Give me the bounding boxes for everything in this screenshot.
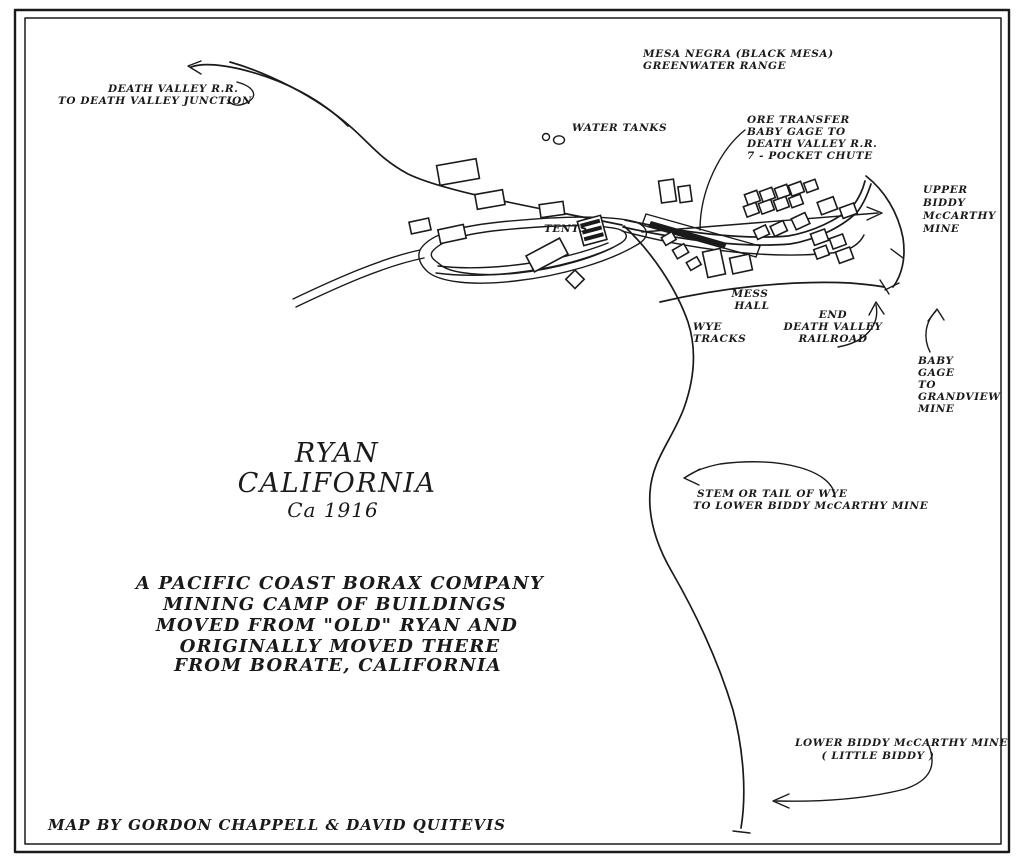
stem-wye-arrowhead-icon bbox=[684, 469, 700, 485]
label-mess-hall-1: MESS bbox=[731, 288, 769, 300]
label-end-dvrr-3: RAILROAD bbox=[798, 333, 868, 345]
label-upper-biddy-1: UPPER bbox=[923, 184, 968, 196]
map-border-outer bbox=[15, 10, 1009, 852]
label-mesa-1: MESA NEGRA (BLACK MESA) bbox=[643, 48, 834, 60]
right-curve-tick bbox=[891, 249, 903, 258]
label-end-dvrr-1: END bbox=[818, 309, 848, 321]
label-upper-biddy-3: McCARTHY bbox=[923, 210, 997, 222]
map-title-line3: Ca 1916 bbox=[287, 498, 379, 522]
water-tank-icon-large bbox=[554, 136, 565, 144]
label-lower-biddy-2: ( LITTLE BIDDY ) bbox=[821, 750, 935, 762]
label-lower-biddy-1: LOWER BIDDY McCARTHY MINE bbox=[795, 737, 1008, 749]
wye-stem-track bbox=[624, 226, 747, 828]
label-ore-1: ORE TRANSFER bbox=[747, 114, 850, 126]
label-baby-gage-5: MINE bbox=[918, 403, 955, 415]
end-dvrr-track bbox=[660, 282, 884, 302]
label-baby-gage-3: TO bbox=[918, 379, 937, 391]
road-sw-inner bbox=[296, 258, 424, 307]
title-block bbox=[238, 438, 437, 522]
label-stem-wye-2: TO LOWER BIDDY McCARTHY MINE bbox=[693, 500, 929, 512]
description-block bbox=[134, 573, 545, 676]
label-upper-biddy-2: BIDDY bbox=[923, 197, 966, 209]
label-wye-tracks-2: TRACKS bbox=[693, 333, 747, 345]
water-tank-icon-small bbox=[543, 134, 550, 141]
label-tents: TENTS bbox=[544, 223, 588, 235]
label-ore-2: BABY GAGE TO bbox=[747, 126, 846, 138]
label-stem-wye-1: STEM OR TAIL OF WYE bbox=[697, 488, 848, 500]
description-line-3: MOVED FROM "OLD" RYAN AND bbox=[155, 615, 519, 636]
dv-junction-arrowhead-icon bbox=[188, 61, 201, 74]
label-mesa-2: GREENWATER RANGE bbox=[643, 60, 787, 72]
map-title-line2: CALIFORNIA bbox=[237, 468, 437, 499]
label-dvrr-1: DEATH VALLEY R.R. bbox=[108, 83, 239, 95]
label-mess-hall-2: HALL bbox=[734, 300, 770, 312]
label-end-dvrr-2: DEATH VALLEY bbox=[783, 321, 883, 333]
road-sw-outer bbox=[293, 250, 420, 299]
wye-stem-end-tick bbox=[733, 831, 750, 833]
label-water-tanks: WATER TANKS bbox=[572, 122, 668, 134]
right-curve-track bbox=[866, 176, 904, 287]
label-upper-biddy-4: MINE bbox=[923, 223, 960, 235]
description-line-5: FROM BORATE, CALIFORNIA bbox=[174, 655, 502, 676]
camp-buildings bbox=[409, 159, 857, 289]
loop-siding-a bbox=[438, 243, 608, 268]
label-baby-gage-1: BABY bbox=[918, 355, 954, 367]
label-wye-tracks-1: WYE bbox=[693, 321, 723, 333]
label-ore-3: DEATH VALLEY R.R. bbox=[747, 138, 878, 150]
label-ore-4: 7 - POCKET CHUTE bbox=[747, 150, 873, 162]
description-line-2: MINING CAMP OF BUILDINGS bbox=[163, 594, 507, 615]
label-baby-gage-2: GAGE bbox=[918, 367, 955, 379]
ore-transfer-leader bbox=[700, 130, 745, 230]
label-dvrr-2: TO DEATH VALLEY JUNCTION bbox=[58, 95, 253, 107]
map-title-line1: RYAN bbox=[294, 438, 380, 469]
description-line-1: A PACIFIC COAST BORAX COMPANY bbox=[135, 573, 545, 594]
description-line-4: ORIGINALLY MOVED THERE bbox=[179, 636, 501, 657]
label-baby-gage-4: GRANDVIEW bbox=[918, 391, 1001, 403]
right-curve-end-tick bbox=[885, 283, 899, 290]
loop-siding-b bbox=[436, 248, 612, 275]
map-credit: MAP BY GORDON CHAPPELL & DAVID QUITEVIS bbox=[48, 816, 506, 834]
